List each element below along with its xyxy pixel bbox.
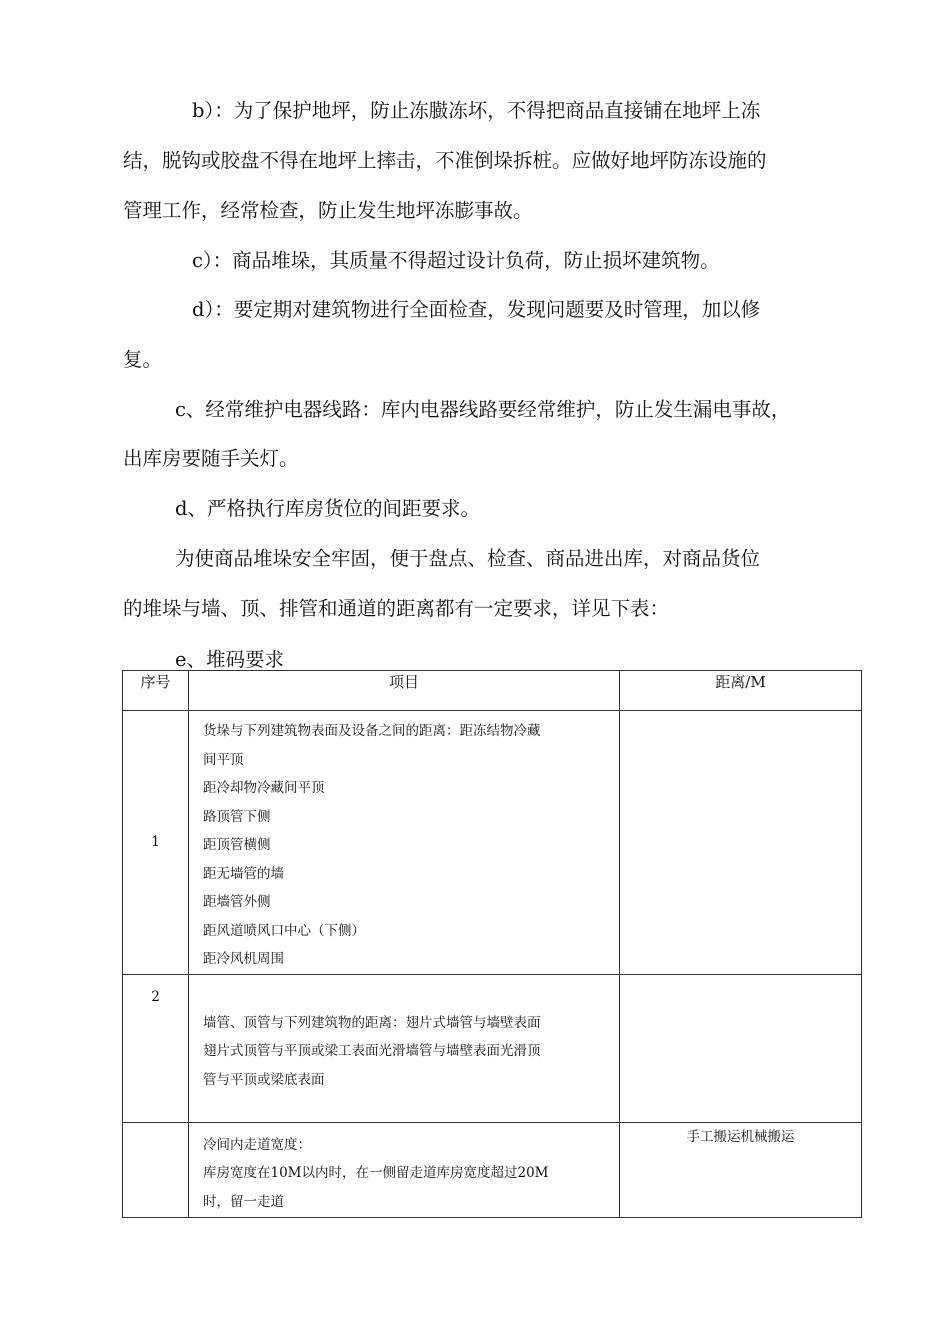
paragraph-intro-line2: 的堆垛与墙、顶、排管和通道的距离都有一定要求，详见下表： [123,597,670,620]
row1-line: 货垛与下列建筑物表面及设备之间的距离：距冻结物冷藏 [203,723,541,739]
row1-line: 距顶管横侧 [203,837,271,853]
paragraph-d-line2: 复。 [123,348,163,371]
paragraph-c-main-line1: c、经常维护电器线路：库内电器线路要经常维护，防止发生漏电事故， [175,398,791,421]
row1-distance [620,711,862,975]
row3-item [189,1122,620,1217]
row2-seq: 2 [123,974,189,1122]
table-row [123,974,862,1122]
paragraph-b-line1: b）：为了保护地坪，防止冻臌冻坏，不得把商品直接铺在地坪上冻 [192,99,761,122]
row3-seq [123,1122,189,1217]
row3-line: 库房宽度在10M以内时，在一侧留走道库房宽度超过20M [203,1165,549,1181]
row2-line: 管与平顶或梁底表面 [203,1071,325,1088]
row1-line: 距冷却物冷藏间平顶 [203,780,325,796]
row1-line: 距冷风机周围 [203,951,284,967]
row3-line: 时，留一走道 [203,1193,284,1210]
header-seq: 序号 [123,671,189,711]
paragraph-c-main-line2: 出库房要随手关灯。 [123,447,299,470]
table-row [123,1122,862,1217]
row1-seq: 1 [123,711,189,975]
row2-item [189,974,620,1122]
row1-line: 距无墙管的墙 [203,865,284,882]
paragraph-b-line2: 结，脱钩或胶盘不得在地坪上摔击，不准倒垛拆桩。应做好地坪防冻设施的 [123,149,767,172]
section-title-e: e、堆码要求 [175,648,285,671]
paragraph-intro-line1: 为使商品堆垛安全牢固，便于盘点、检查、商品进出库，对商品货位 [175,547,761,570]
row1-line: 间平顶 [203,751,244,768]
table-header-row [123,671,862,711]
row2-line: 墙管、顶管与下列建筑物的距离：翅片式墙管与墙壁表面 [203,1014,541,1031]
table-row [123,711,862,975]
header-distance: 距离/M [620,671,862,711]
paragraph-d-main: d、严格执行库房货位的间距要求。 [175,497,480,520]
paragraph-c-small: c）：商品堆垛，其质量不得超过设计负荷，防止损坏建筑物。 [192,249,720,272]
paragraph-b-line3: 管理工作，经常检查，防止发生地坪冻膨事故。 [123,199,533,222]
row1-line: 路顶管下侧 [203,808,271,825]
header-item: 项目 [189,671,620,711]
row2-line: 翅片式顶管与平顶或梁工表面光滑墙管与墙壁表面光滑顶 [203,1043,541,1059]
row3-distance: 手工搬运机械搬运 [620,1122,862,1217]
row3-line: 冷间内走道宽度： [203,1136,311,1153]
row1-line: 距墙管外侧 [203,894,271,910]
row1-line: 距风道喷风口中心（下侧） [203,922,365,939]
paragraph-d-line1: d）：要定期对建筑物进行全面检查，发现问题要及时管理，加以修 [192,298,761,321]
row2-distance [620,974,862,1122]
row1-item [189,711,620,975]
stacking-requirements-table [122,670,862,1218]
